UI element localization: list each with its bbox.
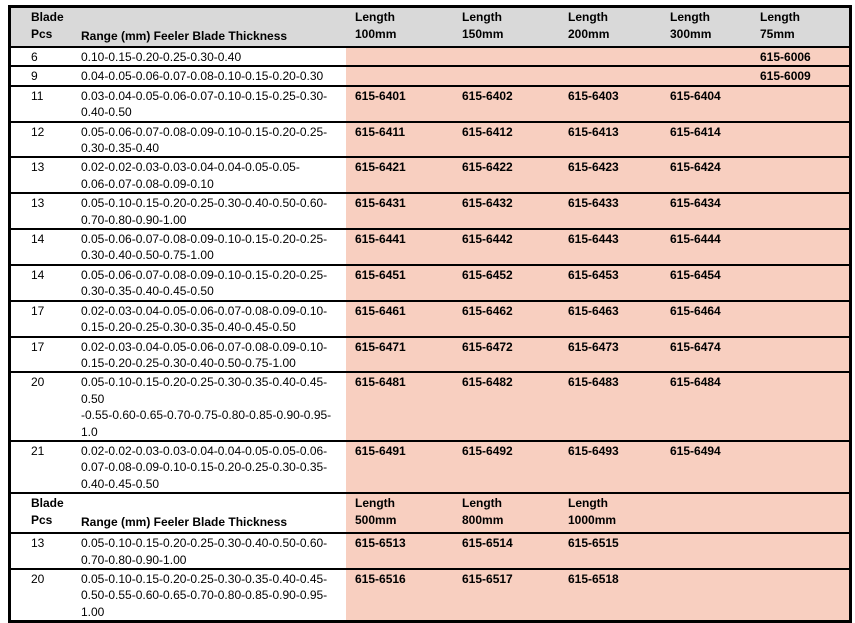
table-row — [11, 65, 849, 84]
filler-cell — [751, 534, 849, 568]
blade-pcs-cell: 11 — [31, 88, 44, 103]
part-cell-300mm: 615-6414 — [661, 123, 751, 157]
header-filler-cell — [751, 494, 849, 532]
blade-pcs-cell: 6 — [31, 50, 38, 64]
filler-cell — [751, 570, 849, 620]
part-cell-75mm — [751, 230, 849, 264]
filler-cell — [661, 534, 751, 568]
length-200mm-header: Length 200mm — [568, 10, 610, 41]
part-cell-75mm — [751, 266, 849, 300]
part-cell-200mm: 615-6453 — [559, 266, 661, 300]
part-cell-100mm: 615-6401 — [346, 87, 453, 121]
part-cell-150mm: 615-6432 — [453, 194, 559, 228]
range-cell: 0.05-0.10-0.15-0.20-0.25-0.30-0.35-0.40-0.45-0.50 -0.55-0.60-0.65-0.70-0.75-0.80-0.85-0.90-0.95-1.0 — [81, 375, 332, 439]
blade-pcs-cell: 21 — [31, 443, 45, 458]
range-cell: 0.04-0.05-0.06-0.07-0.08-0.10-0.15-0.20-0.30 — [81, 69, 324, 84]
part-cell-300mm — [661, 48, 751, 65]
range-cell: 0.05-0.10-0.15-0.20-0.25-0.30-0.40-0.50-0.60- 0.70-0.80-0.90-1.00 — [81, 536, 328, 567]
part-cell-100mm: 615-6411 — [346, 123, 453, 157]
part-cell-300mm: 615-6404 — [661, 87, 751, 121]
part-cell-300mm: 615-6494 — [661, 442, 751, 492]
part-cell-200mm: 615-6403 — [559, 87, 661, 121]
part-cell-300mm: 615-6444 — [661, 230, 751, 264]
part-cell-800mm: 615-6514 — [453, 534, 559, 568]
blade-pcs-cell: 20 — [31, 375, 45, 390]
part-cell-100mm: 615-6471 — [346, 338, 453, 372]
part-cell-500mm: 615-6516 — [346, 570, 453, 620]
length-800mm-header: Length 800mm — [453, 494, 559, 532]
part-cell-150mm — [453, 48, 559, 65]
range-cell: 0.02-0.02-0.03-0.03-0.04-0.04-0.05-0.05- 0.06-0.07-0.08-0.09-0.10 — [81, 160, 300, 191]
part-cell-200mm: 615-6463 — [559, 302, 661, 336]
table-row — [11, 156, 849, 192]
blade-pcs-cell: 17 — [31, 339, 45, 354]
range-cell: 0.02-0.03-0.04-0.05-0.06-0.07-0.08-0.09-0.10- 0.15-0.20-0.25-0.30-0.40-0.50-0.75-1.00 — [81, 339, 328, 370]
part-cell-75mm — [751, 87, 849, 121]
table-row — [11, 336, 849, 372]
range-cell: 0.03-0.04-0.05-0.06-0.07-0.10-0.15-0.25-0.30- 0.40-0.50 — [81, 88, 328, 120]
part-cell-75mm: 615-6009 — [751, 67, 849, 84]
part-cell-75mm — [751, 302, 849, 336]
range-cell: 0.05-0.06-0.07-0.08-0.09-0.10-0.15-0.20-0.25- 0.30-0.35-0.40 — [81, 124, 328, 156]
part-cell-150mm: 615-6402 — [453, 87, 559, 121]
part-cell-150mm: 615-6412 — [453, 123, 559, 157]
blade-pcs-cell: 13 — [31, 160, 45, 175]
length-300mm-header: Length 300mm — [670, 10, 712, 41]
blade-pcs-cell: 12 — [31, 124, 45, 139]
part-cell-100mm — [346, 48, 453, 65]
blade-pcs-cell: 14 — [31, 267, 45, 282]
part-cell-200mm: 615-6433 — [559, 194, 661, 228]
table-row — [11, 568, 849, 620]
part-cell-300mm: 615-6464 — [661, 302, 751, 336]
table-row — [11, 371, 849, 440]
table-row — [11, 85, 849, 121]
part-cell-100mm: 615-6451 — [346, 266, 453, 300]
part-cell-100mm: 615-6421 — [346, 158, 453, 192]
part-cell-150mm: 615-6482 — [453, 373, 559, 440]
blade-pcs-cell: 17 — [31, 303, 45, 318]
part-cell-200mm: 615-6473 — [559, 338, 661, 372]
part-cell-75mm — [751, 373, 849, 440]
table-row — [11, 300, 849, 336]
part-cell-150mm: 615-6472 — [453, 338, 559, 372]
range-header: Range (mm) Feeler Blade Thickness — [81, 29, 288, 43]
length-1000mm-header: Length 1000mm — [559, 494, 661, 532]
part-cell-150mm — [453, 67, 559, 84]
part-cell-100mm: 615-6481 — [346, 373, 453, 440]
length-150mm-header: Length 150mm — [462, 10, 504, 41]
range-cell: 0.10-0.15-0.20-0.25-0.30-0.40 — [81, 50, 242, 64]
part-cell-200mm: 615-6493 — [559, 442, 661, 492]
part-cell-150mm: 615-6452 — [453, 266, 559, 300]
range-cell: 0.02-0.03-0.04-0.05-0.06-0.07-0.08-0.09-0.10- 0.15-0.20-0.25-0.30-0.35-0.40-0.45-0.50 — [81, 303, 328, 335]
part-cell-75mm — [751, 123, 849, 157]
part-cell-300mm: 615-6454 — [661, 266, 751, 300]
table-row — [11, 228, 849, 264]
range-cell: 0.02-0.02-0.03-0.03-0.04-0.04-0.05-0.05-0.06- 0.07-0.08-0.09-0.10-0.15-0.20-0.25-0.30-0.35- 0.40-0.45-0.50 — [81, 443, 328, 491]
blade-pcs-cell: 14 — [31, 232, 45, 247]
table-row — [11, 46, 849, 65]
part-cell-300mm: 615-6424 — [661, 158, 751, 192]
part-cell-200mm — [559, 67, 661, 84]
part-cell-300mm: 615-6484 — [661, 373, 751, 440]
section2-header-row — [11, 492, 849, 532]
range-cell: 0.05-0.06-0.07-0.08-0.09-0.10-0.15-0.20-0.25- 0.30-0.35-0.40-0.45-0.50 — [81, 267, 328, 299]
part-cell-200mm: 615-6443 — [559, 230, 661, 264]
part-cell-200mm — [559, 48, 661, 65]
length-75mm-header: Length 75mm — [760, 10, 800, 41]
part-cell-200mm: 615-6423 — [559, 158, 661, 192]
length-100mm-header: Length 100mm — [355, 10, 397, 41]
section1-header-row — [11, 8, 849, 46]
part-cell-150mm: 615-6462 — [453, 302, 559, 336]
table-row — [11, 264, 849, 300]
table-row — [11, 440, 849, 492]
feeler-gauge-parts-table — [8, 5, 852, 623]
table-row — [11, 532, 849, 568]
blade-pcs-cell: 20 — [31, 571, 45, 586]
part-cell-150mm: 615-6492 — [453, 442, 559, 492]
table-row — [11, 192, 849, 228]
part-cell-75mm — [751, 338, 849, 372]
blade-pcs-cell: 9 — [31, 69, 38, 84]
blade-pcs-cell: 13 — [31, 536, 45, 551]
blade-pcs-cell: 13 — [31, 196, 45, 211]
filler-cell — [661, 570, 751, 620]
part-cell-150mm: 615-6442 — [453, 230, 559, 264]
part-cell-800mm: 615-6517 — [453, 570, 559, 620]
part-cell-100mm: 615-6461 — [346, 302, 453, 336]
part-cell-1000mm: 615-6518 — [559, 570, 661, 620]
blade-pcs-header: Blade Pcs — [31, 10, 64, 41]
range-cell: 0.05-0.10-0.15-0.20-0.25-0.30-0.35-0.40-0.45- 0.50-0.55-0.60-0.65-0.70-0.80-0.85-0.90-0.95- 1.00 — [81, 571, 328, 619]
part-cell-200mm: 615-6483 — [559, 373, 661, 440]
part-cell-100mm: 615-6441 — [346, 230, 453, 264]
table-row — [11, 121, 849, 157]
part-cell-75mm — [751, 194, 849, 228]
range-cell: 0.05-0.10-0.15-0.20-0.25-0.30-0.40-0.50-0.60- 0.70-0.80-0.90-1.00 — [81, 196, 328, 227]
part-cell-300mm: 615-6434 — [661, 194, 751, 228]
length-500mm-header: Length 500mm — [346, 494, 453, 532]
part-cell-300mm — [661, 67, 751, 84]
part-cell-150mm: 615-6422 — [453, 158, 559, 192]
header-filler-cell — [661, 494, 751, 532]
part-cell-100mm: 615-6431 — [346, 194, 453, 228]
part-cell-75mm — [751, 158, 849, 192]
part-cell-75mm — [751, 442, 849, 492]
range-header: Range (mm) Feeler Blade Thickness — [81, 515, 288, 530]
part-cell-200mm: 615-6413 — [559, 123, 661, 157]
part-cell-75mm: 615-6006 — [751, 48, 849, 65]
blade-pcs-header: Blade Pcs — [31, 496, 64, 528]
part-cell-1000mm: 615-6515 — [559, 534, 661, 568]
part-cell-500mm: 615-6513 — [346, 534, 453, 568]
part-cell-100mm: 615-6491 — [346, 442, 453, 492]
part-cell-300mm: 615-6474 — [661, 338, 751, 372]
part-cell-100mm — [346, 67, 453, 84]
range-cell: 0.05-0.06-0.07-0.08-0.09-0.10-0.15-0.20-0.25- 0.30-0.40-0.50-0.75-1.00 — [81, 232, 328, 263]
